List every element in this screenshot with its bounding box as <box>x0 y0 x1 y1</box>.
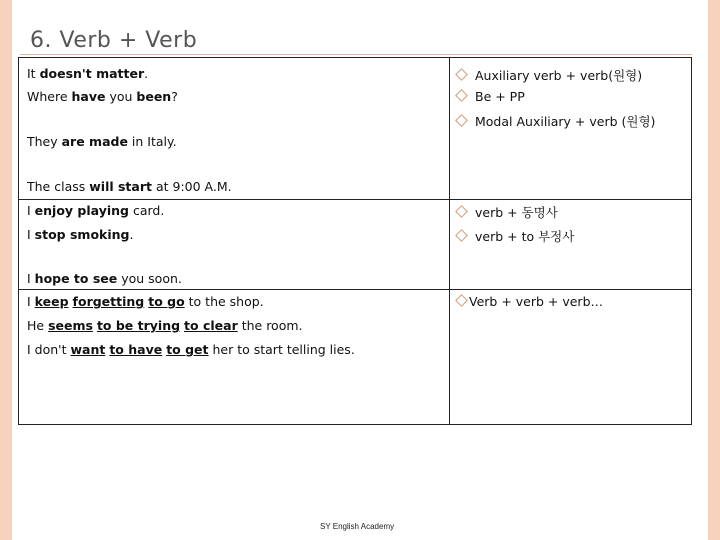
slide-title: 6. Verb + Verb <box>30 28 198 53</box>
sentence-text: you <box>105 89 137 104</box>
pattern-bullet <box>457 203 558 221</box>
example-sentence <box>27 89 178 104</box>
key-verb-phrase: to get <box>166 342 209 357</box>
example-sentence <box>27 342 355 357</box>
sentence-text: in Italy. <box>127 134 177 149</box>
pattern-bullet <box>457 112 655 130</box>
diamond-bullet-icon <box>455 114 468 127</box>
diamond-bullet-icon <box>455 68 468 81</box>
pattern-text: Auxiliary verb + verb(원형) <box>475 68 643 83</box>
sentence-text: He <box>27 318 49 333</box>
key-verb-phrase: doesn't matter <box>39 66 145 81</box>
key-verb-phrase: have <box>71 89 106 104</box>
pattern-text: verb + 동명사 <box>475 205 558 220</box>
sentence-text: . <box>144 66 149 81</box>
key-verb-phrase: hope to see <box>34 271 118 286</box>
key-verb-phrase: been <box>136 89 172 104</box>
sentence-text: to the shop. <box>184 294 264 309</box>
sentence-text: I <box>27 227 35 242</box>
pattern-text: Modal Auxiliary + verb (원형) <box>475 114 656 129</box>
sentence-text: ? <box>171 89 178 104</box>
key-verb-phrase: seems <box>48 318 93 333</box>
key-verb-phrase: enjoy playing <box>34 203 129 218</box>
key-verb-phrase: to go <box>148 294 185 309</box>
pattern-bullet <box>457 294 603 309</box>
sentence-text: I <box>27 271 35 286</box>
key-verb-phrase: will start <box>89 179 152 194</box>
sentence-text: card. <box>128 203 165 218</box>
example-sentence <box>27 134 177 149</box>
pattern-bullet <box>457 227 574 245</box>
pattern-text: Verb + verb + verb… <box>469 294 604 309</box>
pattern-text: Be + PP <box>475 89 525 104</box>
verb-pattern-table <box>18 57 692 425</box>
example-sentence <box>27 179 232 194</box>
sentence-text: It <box>27 66 40 81</box>
key-verb-phrase: to clear <box>184 318 238 333</box>
table-row-auxiliary <box>19 58 691 200</box>
left-decorative-band <box>0 0 12 540</box>
diamond-bullet-icon <box>455 89 468 102</box>
title-divider <box>20 54 692 55</box>
example-sentence <box>27 227 133 242</box>
column-divider <box>449 58 450 199</box>
key-verb-phrase: keep <box>34 294 69 309</box>
example-sentence <box>27 271 182 286</box>
diamond-bullet-icon <box>455 205 468 218</box>
sentence-text: at 9:00 A.M. <box>151 179 232 194</box>
sentence-text: . <box>129 227 134 242</box>
sentence-text: I <box>27 294 35 309</box>
sentence-text: I don't <box>27 342 71 357</box>
example-sentence <box>27 203 164 218</box>
sentence-text: you soon. <box>117 271 182 286</box>
sentence-text: the room. <box>237 318 303 333</box>
column-divider <box>449 199 450 289</box>
key-verb-phrase: are made <box>61 134 128 149</box>
sentence-text: They <box>27 134 62 149</box>
pattern-bullet <box>457 66 642 84</box>
key-verb-phrase: to be trying <box>96 318 181 333</box>
right-decorative-band <box>708 0 720 540</box>
sentence-text: her to start telling lies. <box>208 342 355 357</box>
column-divider <box>449 289 450 424</box>
footer-text: SY English Academy <box>320 522 395 531</box>
table-row-gerund-infinitive <box>19 199 691 290</box>
key-verb-phrase: to have <box>109 342 163 357</box>
pattern-text: verb + to 부정사 <box>475 229 575 244</box>
key-verb-phrase: stop smoking <box>34 227 130 242</box>
example-sentence <box>27 66 148 81</box>
example-sentence <box>27 318 303 333</box>
key-verb-phrase: want <box>70 342 106 357</box>
table-row-verb-chain <box>19 289 691 424</box>
example-sentence <box>27 294 264 309</box>
sentence-text: Where <box>27 89 72 104</box>
diamond-bullet-icon <box>455 294 468 307</box>
sentence-text: I <box>27 203 35 218</box>
diamond-bullet-icon <box>455 229 468 242</box>
pattern-bullet <box>457 89 525 104</box>
sentence-text: The class <box>27 179 90 194</box>
key-verb-phrase: forgetting <box>72 294 145 309</box>
